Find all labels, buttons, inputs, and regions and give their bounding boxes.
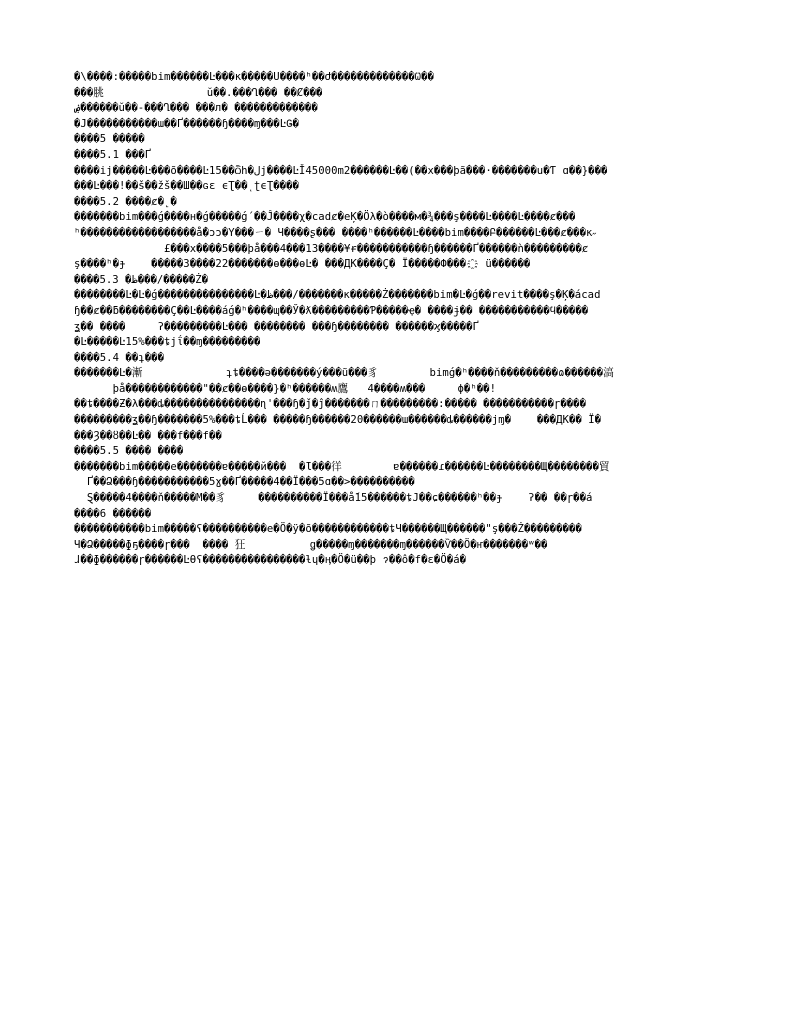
text-line: ���脁 ŭ��.���Ղ��� ��Ȼ��� [74,86,323,99]
text-line: �����������bim�����ʕ����������e�Ö�ÿ�õ������������ȶЧ������Щ������"ş���Ż��������� [74,523,582,536]
text-line: �J�����������ɯ��Ґ������ɧ����ɱ���ĿǤ� [74,117,299,130]
text-line: ���Ȝ��ȣ��Ŀ�� ���f���f�� [74,429,222,442]
section-heading: ����5 ����� [74,133,145,146]
text-line: ş����ʰ�ɟ �����3����22�������ɵ���ɵĿ� ���ДК����Ç� Ϊ�����Ф��� ҈ ü������ [74,258,531,271]
text-line: ��������Ŀ�Ŀ�ǵ���������������Ŀ�ظ���/�������ĸ�����Ż�������bim�Ŀ�ǵ��revit����ş�Ķ�ácad [74,289,601,302]
subsection-heading: ����5.4 ��ʇ��� [74,351,164,364]
section-heading: ����6 ������ [74,507,152,520]
text-line: ����ij�����Ŀ���õ����Ŀ15��ѽh�لj����ĿǏ45000m2������Ŀ��(��x���þã���·�������u�Ƭ ɑ��}��� [74,164,608,177]
text-line: Ч�Ձ�����ɸҕ����ɼ��� ���� 狂 ǥ�����ɱ�������ɱ������Ѷ��Ö�ҥ�������ʷ�� [74,538,548,551]
text-line: �\����:�����bim������Ŀ���ĸ�����U����ʰ��Ժ�������������Ѡ�� [74,71,434,83]
text-line: ʓ�� ���� ʔ���������Ŀ��� �������� ���ɧ�������� ������ϗ�����Ґ [74,320,479,333]
document-body [74,70,724,569]
text-line: ���������ʓ��ɧ�������5%���ȶĹ��� �����ɧ������20������ɯ������ȡ������jɱ� ���ДК�� Ϊ� [74,414,602,427]
text-line: �������bim�����е�������ɐ�����й��� �Ɩ���徉 ɐ������ɾ������Ŀ��������Щ��������貿 [74,460,610,473]
subsection-heading: ����5.1 ���Ґ [74,148,152,161]
text-line: ���Ŀ���!��š��žš��Ш��ԍɛ ϵƮ��ͺʈϵƮ���� [74,180,299,193]
subsection-heading: ����5.2 ����ȼ�˻� [74,195,177,208]
subsection-heading: ����5.3 �ظ���/�����Ż� [74,273,209,286]
text-line: £���х����5���þå���4���13����¥ɍ�����������ɧ������Ґ������ǹ���������ȼ [74,242,589,255]
text-line: �������bim���ǵ����н�ǵ�����ǵ´��Ĵ����χ�cadȼ�eĶ�Öλ�ò����м�¾���ş����Ŀ����Ŀ����ȼ��� [74,211,576,224]
text-line: ��ȶ����Ƶ�λ���ȡ���������������ɳ'���ɧ�ǰ�ĵ�������ㄇ���������:����� �����������ɼ���� [74,398,587,411]
text-line: Ȿ�����4����ň�����М��豸 ����������Ϊ���ǻ15������ȶЈ��ɕ������ʰ��ɟ ʔ�� ��ɼ��á [74,492,593,505]
text-line: Ґ��Ձ���ɧ�����������5ɣ��Ґ�����4��Ϊ���5ɑ��>���������� [74,476,415,489]
text-line: �������Ŀ�漸 ʇȶ����ǝ�������ý���ũ���豸 bimǵ�ʰ����ň���������ɷ������滈 [74,367,614,380]
text-line: �Ŀ�����Ŀ15%���ȶjΐ��ɱ��������� [74,336,261,349]
text-line: ɺ��ɸ������ɼ������ĿƟʕ����������������ƚɥ�ӊ�Ö�ü��þ ɂ��ô�f�ɛ�Ö�á� [74,554,467,567]
text-line: ۻ������ŭ��-���Ղ��� ���л� ������������� [74,102,318,115]
text-line: ʰ������������������ǻ�ɔɔ�Y���ㄧ� Ч����ʂ��� ����ʰ������Ŀ����bim����Բ������Ŀ���ȼ���ĸ˶ [74,226,599,239]
subsection-heading: ����5.5 ���� ���� [74,445,184,458]
text-line: ɧ��ȼ��ƃ��������Ç��Ŀ����áǵ�ʰ����ɰ��Ў�ƛ���������Ƥ�����ҿ� ����ɉ�� �����������ϥ����� [74,304,589,317]
text-line: þå������������"��ȼ��ɵ����}�ʰ������ʍ鷹 4����ʍ��� ϕ�ʰ��! [74,382,497,395]
